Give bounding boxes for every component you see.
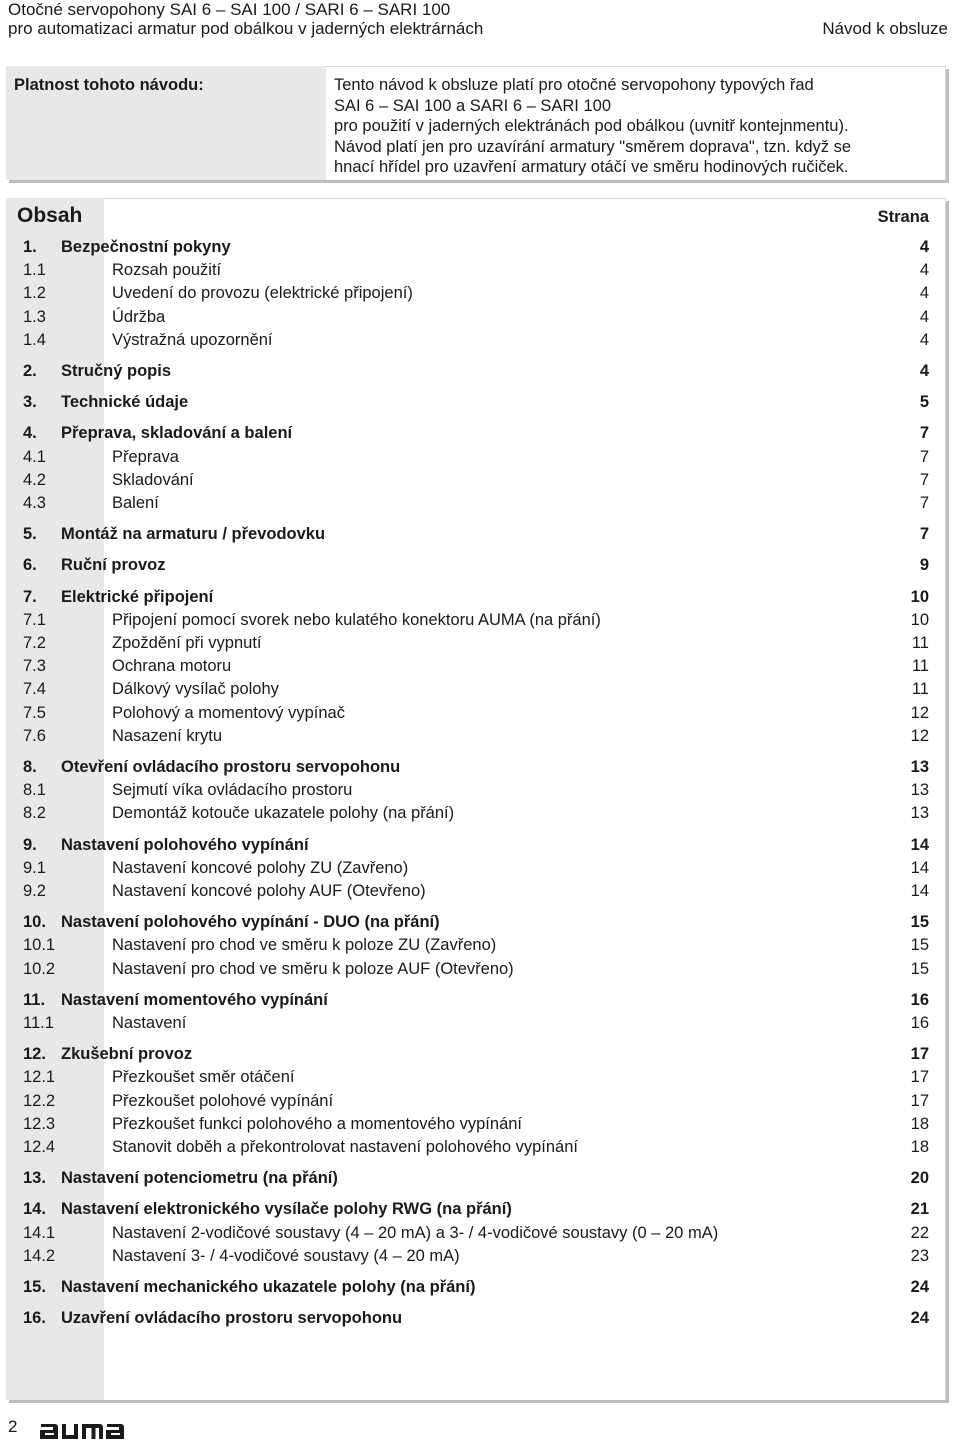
- toc-page-number: 5: [919, 393, 929, 412]
- toc-subsection: [6, 779, 946, 802]
- toc-section: [6, 1167, 946, 1190]
- auma-logo: [40, 1418, 128, 1445]
- toc-page-number: 14: [910, 882, 929, 900]
- toc-page-number: 18: [910, 1138, 929, 1156]
- validity-text: [334, 75, 934, 178]
- toc-subsection: [6, 880, 946, 903]
- toc-subsection: [6, 492, 946, 515]
- toc-number: 7.1: [23, 610, 46, 629]
- toc-page-number: 17: [910, 1068, 929, 1087]
- toc-subsection: [6, 306, 946, 329]
- toc-subsection: [6, 1245, 946, 1268]
- page-number: 2: [8, 1417, 18, 1436]
- toc-subsection: [6, 282, 946, 305]
- toc-entry-title: Přezkoušet funkci polohového a momentového vypínání: [112, 1114, 523, 1133]
- toc-entry-title: Nastavení 2-vodičové soustavy (4 – 20 mA) a 3- / 4-vodičové soustavy (0 – 20 mA): [112, 1223, 719, 1242]
- validity-line: Tento návod k obsluze platí pro otočné servopohony typových řad: [334, 76, 814, 94]
- toc-entry-title: Technické údaje: [61, 393, 189, 412]
- toc-number: 11.: [23, 990, 46, 1009]
- toc-page-number: 17: [910, 1091, 929, 1110]
- toc-number: 16.: [23, 1309, 46, 1328]
- toc-entry-title: Nastavení momentového vypínání: [61, 990, 328, 1009]
- toc-subsection: [6, 655, 946, 678]
- toc-subsection: [6, 329, 946, 352]
- toc-page-number: 16: [910, 990, 929, 1009]
- toc-number: 10.: [23, 913, 46, 932]
- toc-entry-title: Nastavení mechanického ukazatele polohy (na přání): [61, 1278, 476, 1296]
- toc-entry-title: Skladování: [112, 470, 194, 489]
- toc-number: 4.2: [23, 470, 46, 489]
- toc-section: [6, 391, 946, 414]
- validity-label: Platnost tohoto návodu:: [14, 76, 204, 94]
- toc-number: 14.: [23, 1200, 46, 1219]
- toc-subsection: [6, 958, 946, 981]
- toc-subsection: [6, 702, 946, 725]
- toc-section: [6, 1043, 946, 1066]
- validity-line: hnací hřídel pro uzavření armatury otáčí ve směru hodinových ručiček.: [334, 158, 849, 176]
- toc-number: 1.: [23, 238, 37, 256]
- toc-entry-title: Připojení pomocí svorek nebo kulatého konektoru AUMA (na přání): [112, 610, 601, 629]
- toc-subsection: [6, 1066, 946, 1089]
- header-title-line1: Otočné servopohony SAI 6 – SAI 100 / SARI 6 – SARI 100: [8, 0, 451, 19]
- toc-entry-title: Údržba: [112, 307, 166, 326]
- toc-page-number: 13: [910, 804, 929, 823]
- toc-subsection: [6, 1090, 946, 1113]
- toc-section: [6, 554, 946, 577]
- toc-page-number: 16: [910, 1014, 929, 1032]
- toc-number: 8.: [23, 758, 37, 776]
- toc-number: 10.2: [23, 959, 56, 978]
- toc-section: [6, 523, 946, 546]
- toc-number: 9.: [23, 835, 37, 854]
- toc-subsection: [6, 609, 946, 632]
- toc-entry-title: Bezpečnostní pokyny: [61, 238, 231, 256]
- toc-entry-title: Uzavření ovládacího prostoru servopohonu: [61, 1309, 403, 1328]
- toc-page-number: 7: [919, 447, 929, 466]
- validity-line: pro použití v jaderných elektránách pod obálkou (uvnitř kontejnmentu).: [334, 117, 849, 135]
- toc-entry-title: Stanovit doběh a překontrolovat nastavení polohového vypínání: [112, 1138, 578, 1156]
- toc-subsection: [6, 857, 946, 880]
- toc-entry-title: Polohový a momentový vypínač: [112, 703, 345, 722]
- toc-entry-title: Nasazení krytu: [112, 726, 223, 745]
- toc-entry-title: Otevření ovládacího prostoru servopohonu: [61, 758, 401, 776]
- toc-subsection: [6, 1113, 946, 1136]
- toc-subsection: [6, 1136, 946, 1159]
- toc-number: 7.6: [23, 726, 46, 745]
- toc-number: 8.2: [23, 804, 46, 823]
- toc-number: 6.: [23, 556, 37, 575]
- toc-number: 1.4: [23, 330, 46, 349]
- toc-number: 9.2: [23, 882, 46, 900]
- validity-line: SAI 6 – SAI 100 a SARI 6 – SARI 100: [334, 96, 611, 115]
- toc-subsection: [6, 446, 946, 469]
- toc-page-number: 4: [919, 330, 929, 349]
- toc-entry-title: Zpoždění při vypnutí: [112, 634, 262, 652]
- toc-page-number: 7: [919, 525, 929, 544]
- toc-number: 4.1: [23, 447, 46, 466]
- toc-subsection: [6, 678, 946, 701]
- toc-page-number: 4: [919, 284, 929, 303]
- toc-entry-title: Nastavení koncové polohy ZU (Zavřeno): [112, 858, 409, 877]
- toc-page-number: 10: [910, 610, 929, 629]
- toc-number: 15.: [23, 1278, 46, 1296]
- toc-subsection: [6, 1222, 946, 1245]
- toc-section: [6, 1307, 946, 1330]
- toc-page-number: 21: [910, 1200, 929, 1219]
- toc-number: 12.: [23, 1045, 46, 1064]
- toc-number: 3.: [23, 393, 37, 412]
- toc-entry-title: Sejmutí víka ovládacího prostoru: [112, 781, 353, 800]
- toc-subsection: [6, 259, 946, 282]
- toc-number: 4.: [23, 424, 37, 443]
- toc-entry-title: Nastavení elektronického vysílače polohy RWG (na přání): [61, 1200, 512, 1219]
- toc-page-number: 12: [910, 726, 929, 745]
- toc-section: [6, 360, 946, 383]
- toc-number: 12.4: [23, 1138, 56, 1156]
- toc-entry-title: Nastavení polohového vypínání - DUO (na přání): [61, 913, 440, 932]
- toc-number: 7.: [23, 587, 37, 606]
- toc-number: 1.1: [23, 261, 46, 280]
- toc-entry-title: Nastavení pro chod ve směru k poloze AUF (Otevřeno): [112, 959, 514, 978]
- toc-section: [6, 1198, 946, 1221]
- toc-page-number: 7: [919, 424, 929, 443]
- toc-page-number: 23: [910, 1246, 929, 1265]
- toc-page-number: 20: [910, 1169, 929, 1188]
- page-header: [8, 0, 948, 44]
- toc-entry-title: Dálkový vysílač polohy: [112, 680, 279, 699]
- toc-page-number: 15: [910, 959, 929, 978]
- toc-section: [6, 834, 946, 857]
- toc-number: 12.3: [23, 1114, 56, 1133]
- toc-subsection: [6, 934, 946, 957]
- toc-number: 5.: [23, 525, 37, 544]
- toc-section: [6, 422, 946, 445]
- toc-subsection: [6, 725, 946, 748]
- toc-number: 14.1: [23, 1223, 56, 1242]
- toc-page-number: 4: [919, 238, 929, 256]
- toc-entry-title: Zkušební provoz: [61, 1045, 193, 1064]
- toc-entry-title: Nastavení potenciometru (na přání): [61, 1169, 338, 1188]
- toc-page-number: 12: [910, 703, 929, 722]
- toc-number: 1.2: [23, 284, 46, 303]
- toc-page-number: 24: [910, 1309, 929, 1328]
- toc-entry-title: Rozsah použití: [112, 261, 222, 280]
- toc-subsection: [6, 1012, 946, 1035]
- toc-page-number: 7: [919, 494, 929, 512]
- toc-number: 13.: [23, 1169, 46, 1188]
- toc-page-number: 10: [910, 587, 929, 606]
- toc-page-number: 14: [910, 835, 929, 854]
- toc-number: 12.2: [23, 1091, 56, 1110]
- toc-entry-title: Přezkoušet polohové vypínání: [112, 1091, 334, 1110]
- toc-entry-title: Přeprava: [112, 447, 179, 466]
- toc-subsection: [6, 632, 946, 655]
- table-of-contents: [6, 198, 946, 1400]
- toc-section: [6, 586, 946, 609]
- toc-entry-title: Přeprava, skladování a balení: [61, 424, 293, 443]
- toc-page-number: 17: [910, 1045, 929, 1064]
- toc-number: 1.3: [23, 307, 46, 326]
- toc-number: 4.3: [23, 494, 46, 512]
- toc-entry-title: Ruční provoz: [61, 556, 166, 575]
- toc-entry-title: Nastavení koncové polohy AUF (Otevřeno): [112, 882, 426, 900]
- validity-box: [6, 66, 946, 180]
- toc-number: 2.: [23, 362, 37, 380]
- toc-section: [6, 756, 946, 779]
- auma-logo-icon: [40, 1418, 128, 1440]
- toc-title: Obsah: [17, 204, 83, 227]
- toc-number: 12.1: [23, 1068, 56, 1087]
- toc-entry-title: Výstražná upozornění: [112, 330, 273, 349]
- toc-number: 14.2: [23, 1246, 56, 1265]
- validity-line: Návod platí jen pro uzavírání armatury "směrem doprava", tzn. když se: [334, 137, 852, 156]
- toc-page-number: 22: [910, 1223, 929, 1242]
- toc-page-number: 4: [919, 362, 929, 380]
- toc-number: 10.1: [23, 936, 56, 955]
- toc-page-number: 7: [919, 470, 929, 489]
- toc-entry-title: Ochrana motoru: [112, 657, 232, 676]
- toc-page-number: 13: [910, 758, 929, 776]
- toc-page-number: 11: [911, 634, 929, 652]
- toc-page-number: 4: [919, 261, 929, 280]
- toc-number: 7.2: [23, 634, 46, 652]
- toc-entry-title: Přezkoušet směr otáčení: [112, 1068, 295, 1087]
- toc-page-number: 13: [910, 781, 929, 800]
- toc-entry-title: Demontáž kotouče ukazatele polohy (na přání): [112, 804, 455, 823]
- toc-section: [6, 989, 946, 1012]
- toc-entry-title: Elektrické připojení: [61, 587, 214, 606]
- toc-page-header: Strana: [877, 208, 929, 226]
- toc-number: 8.1: [23, 781, 46, 800]
- toc-entry-title: Stručný popis: [61, 362, 172, 380]
- toc-number: 9.1: [23, 858, 46, 877]
- toc-page-number: 11: [911, 657, 929, 676]
- header-document-type: Návod k obsluze: [822, 19, 948, 38]
- toc-page-number: 15: [910, 936, 929, 955]
- toc-section: [6, 1276, 946, 1299]
- toc-number: 7.4: [23, 680, 46, 699]
- toc-page-number: 9: [919, 556, 929, 575]
- toc-page-number: 11: [911, 680, 929, 699]
- toc-entry-title: Nastavení pro chod ve směru k poloze ZU (Zavřeno): [112, 936, 497, 955]
- toc-page-number: 4: [919, 307, 929, 326]
- toc-entry-title: Uvedení do provozu (elektrické připojení): [112, 284, 413, 303]
- toc-entry-title: Nastavení: [112, 1014, 187, 1032]
- toc-subsection: [6, 802, 946, 825]
- toc-number: 7.5: [23, 703, 46, 722]
- toc-entry-title: Balení: [112, 494, 159, 512]
- toc-entry-title: Nastavení 3- / 4-vodičové soustavy (4 – 20 mA): [112, 1246, 460, 1265]
- toc-section: [6, 236, 946, 259]
- toc-page-number: 24: [910, 1278, 929, 1296]
- toc-entry-title: Nastavení polohového vypínání: [61, 835, 309, 854]
- toc-number: 11.1: [23, 1014, 54, 1032]
- toc-number: 7.3: [23, 657, 46, 676]
- toc-section: [6, 911, 946, 934]
- toc-subsection: [6, 469, 946, 492]
- toc-page-number: 14: [910, 858, 929, 877]
- toc-page-number: 15: [910, 913, 929, 932]
- toc-page-number: 18: [910, 1114, 929, 1133]
- toc-entry-title: Montáž na armaturu / převodovku: [61, 525, 326, 544]
- header-title-line2: pro automatizaci armatur pod obálkou v jaderných elektrárnách: [8, 19, 484, 38]
